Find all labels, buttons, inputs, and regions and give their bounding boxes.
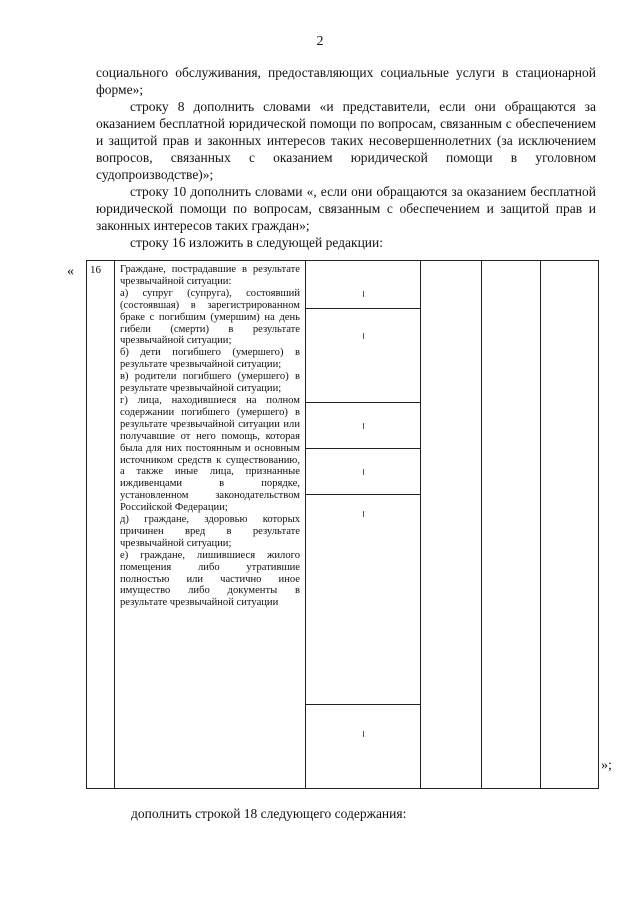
page-number: 2 [316, 34, 324, 49]
closing-quote: »; [601, 758, 612, 773]
empty-cell [421, 261, 482, 789]
description-line: в) родители погибшего (умершего) в результате чрезвычайной ситуации; [120, 371, 300, 395]
description-line: д) граждане, здоровью которых причинен вред в результате чрезвычайной ситуации; [120, 514, 300, 549]
paragraph: социального обслуживания, предоставляющих социальные услуги в стационарной форме»; [96, 65, 596, 97]
paragraph: строку 8 дополнить словами «и представители, если они обращаются за оказанием бесплатной юридической помощи по вопросам, связанным с обеспечением и защитой прав и законных интересов таких несовершеннолетних (за исключением вопросов, связанных с оказанием юридической помощи в уголовном судопроизводстве)»; [96, 99, 596, 182]
table-row [87, 261, 599, 789]
description-cell [115, 261, 306, 789]
description-line: б) дети погибшего (умершего) в результате чрезвычайной ситуации; [120, 347, 300, 371]
row-number-cell: 16 [87, 261, 115, 789]
paragraph: строку 10 дополнить словами «, если они обращаются за оказанием бесплатной юридической помощи по вопросам, связанным с обеспечением и защитой прав и законных интересов таких граждан»; [96, 184, 596, 233]
description-line: г) лица, находившиеся на полном содержании погибшего (умершего) в результате чрезвычайной ситуации или получавшие от него помощь, которая была для них постоянным и основным источником средств к существованию, а также иные лица, признанные иждивенцами в порядке, установленном законодательством Российской Федерации; [120, 394, 300, 514]
description-line: е) граждане, лишившиеся жилого помещения либо утратившие полностью или частично иное имущество либо документы в результате чрезвычайной ситуации [120, 549, 300, 609]
paragraph: строку 16 изложить в следующей редакции: [130, 235, 384, 250]
empty-cell [482, 261, 541, 789]
empty-cell [541, 261, 599, 789]
empty-cell [306, 261, 421, 789]
amendment-table [86, 260, 598, 789]
footer-text: дополнить строкой 18 следующего содержания: [131, 806, 407, 821]
description-line: а) супруг (супруга), состоявший (состоявшая) в зарегистрированном браке с погибшим (умершим) на день гибели (смерти) в результате чрезвычайной ситуации; [120, 287, 300, 347]
body-text [96, 64, 596, 251]
opening-quote: « [67, 264, 74, 279]
description-line: Граждане, пострадавшие в результате чрезвычайной ситуации: [120, 264, 300, 287]
